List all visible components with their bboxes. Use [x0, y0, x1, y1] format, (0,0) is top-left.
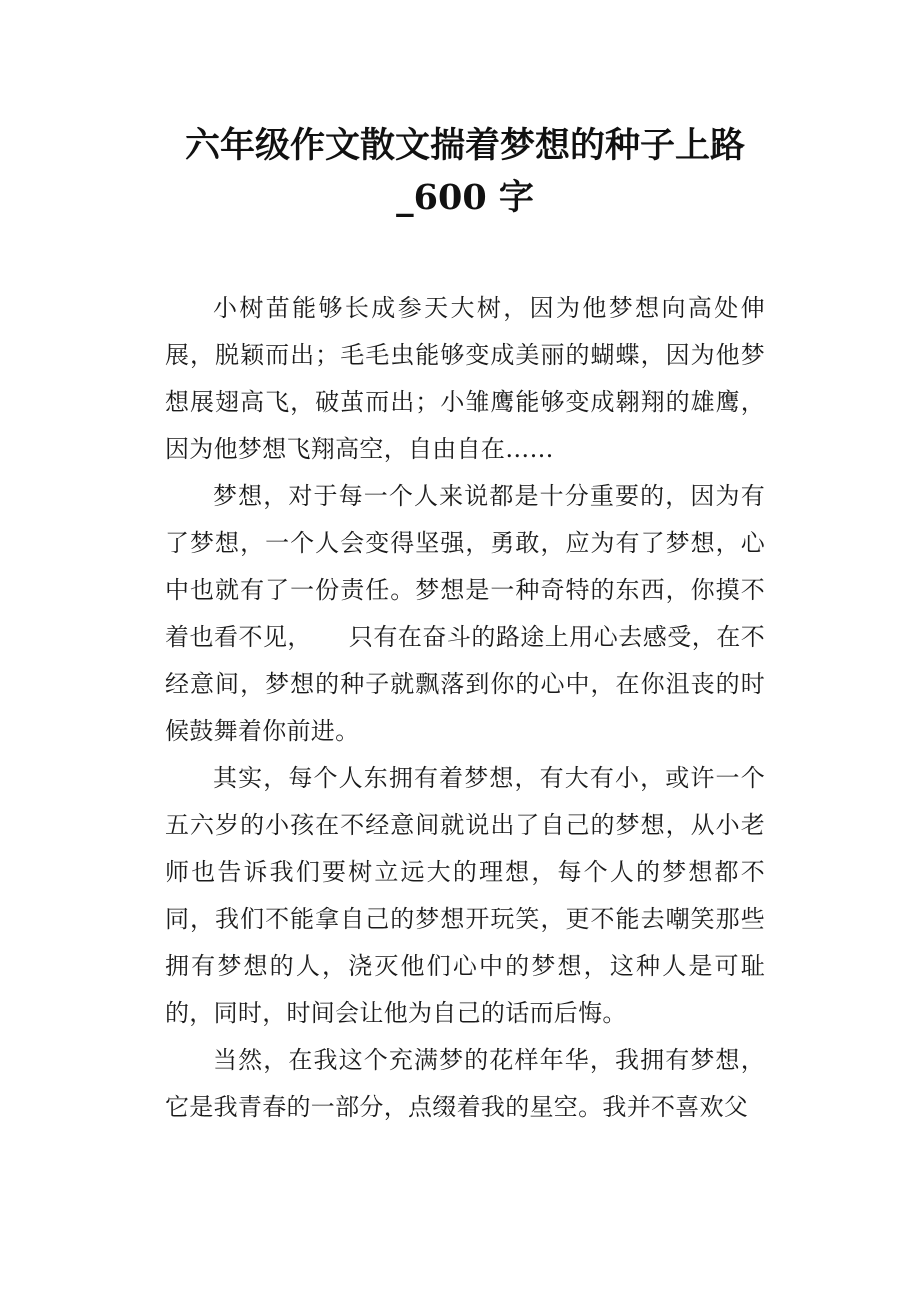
document-title [120, 120, 810, 224]
document-body [165, 285, 765, 1131]
title-line-1: 六年级作文散文揣着梦想的种子上路 [184, 125, 745, 166]
paragraph-3: 其实，每个人东拥有着梦想，有大有小，或许一个五六岁的小孩在不经意间就说出了自己的梦想，从小老师也告诉我们要树立远大的理想，每个人的梦想都不同，我们不能拿自己的梦想开玩笑，更不能去嘲笑那些拥有梦想的人，浇灭他们心中的梦想，这种人是可耻的，同时，时间会让他为自己的话而后悔。 [165, 764, 765, 1027]
paragraph-1: 小树苗能够长成参天大树，因为他梦想向高处伸展，脱颖而出；毛毛虫能够变成美丽的蝴蝶，因为他梦想展翅高飞，破茧而出；小雏鹰能够变成翱翔的雄鹰，因为他梦想飞翔高空，自由自在…… [165, 294, 765, 463]
paragraph-4: 当然，在我这个充满梦的花样年华，我拥有梦想，它是我青春的一部分，点缀着我的星空。我并不喜欢父 [165, 1046, 765, 1121]
title-line-2: _600 字 [396, 177, 534, 218]
paragraph-2: 梦想，对于每一个人来说都是十分重要的，因为有了梦想，一个人会变得坚强，勇敢，应为有了梦想，心中也就有了一份责任。梦想是一种奇特的东西，你摸不着也看不见， 只有在奋斗的路途上用心去感受，在不经意间，梦想的种子就飘落到你的心中，在你沮丧的时候鼓舞着你前进。 [165, 482, 765, 745]
